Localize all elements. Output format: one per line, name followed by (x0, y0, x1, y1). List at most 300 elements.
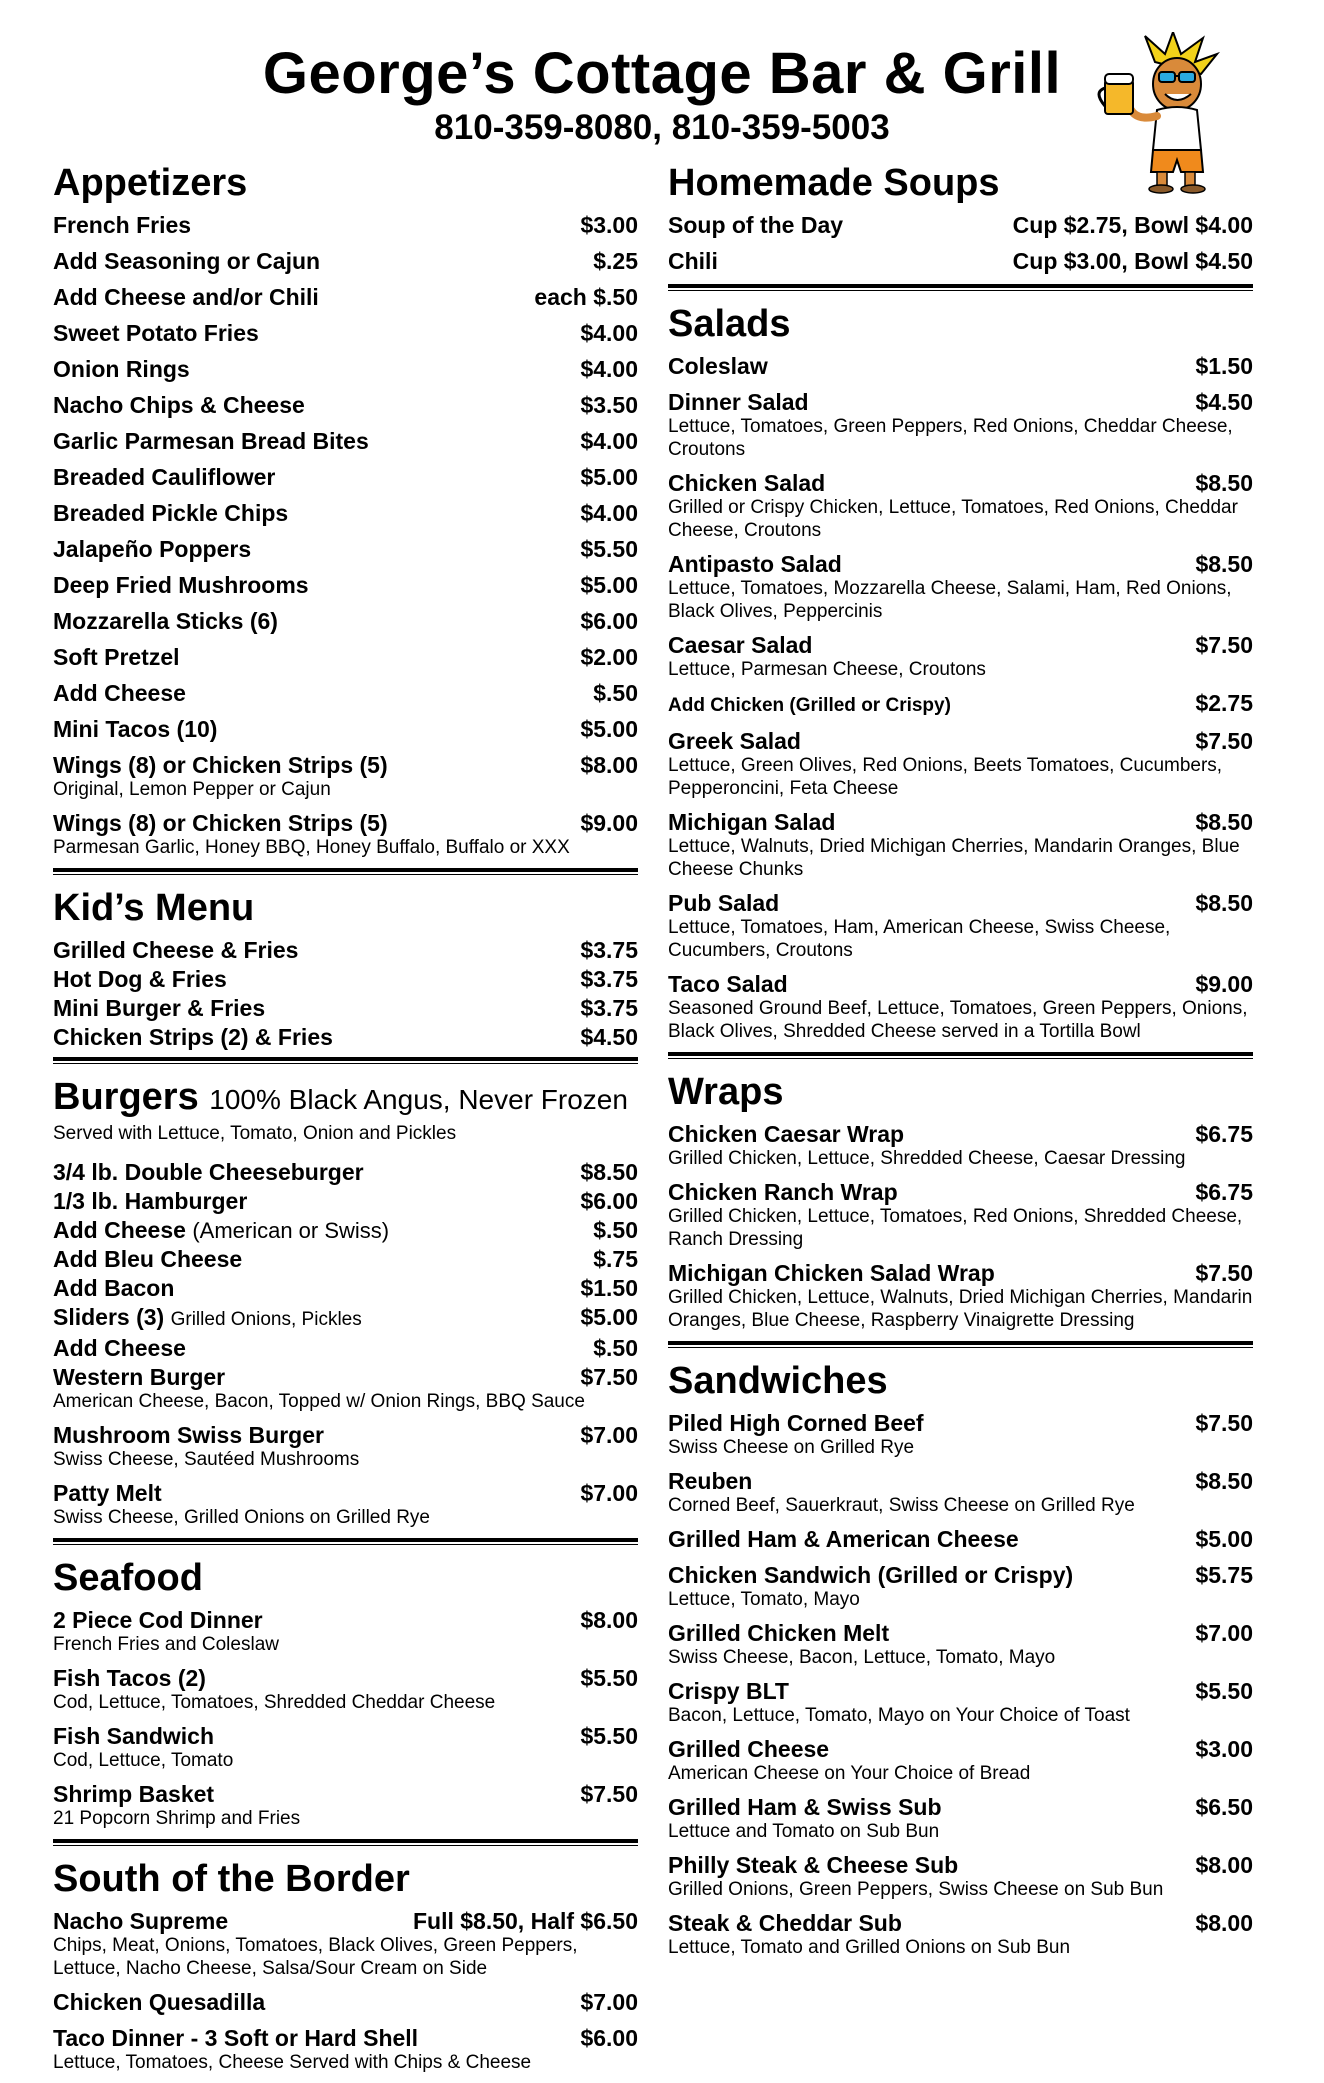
kids-section (53, 885, 638, 1051)
menu-item-row (668, 1736, 1253, 1763)
menu-item-description: Grilled Chicken, Lettuce, Walnuts, Dried Michigan Cherries, Mandarin Oranges, Blue Cheese, Raspberry Vinaigrette Dressing (668, 1287, 1253, 1331)
menu-item-row (53, 1159, 638, 1186)
menu-item (668, 809, 1253, 881)
menu-item (668, 1260, 1253, 1332)
menu-item-price: $6.75 (1195, 1179, 1253, 1205)
menu-item-price: $6.00 (580, 1188, 638, 1214)
menu-item-name (668, 1121, 904, 1148)
menu-item-name-text: Add Cheese (53, 1335, 186, 1361)
menu-item-row (53, 248, 638, 275)
menu-item-name (668, 632, 812, 659)
menu-item-name-text: Crispy BLT (668, 1678, 789, 1704)
menu-item-name (668, 1852, 958, 1879)
menu-item-row (53, 1781, 638, 1808)
menu-item-name (668, 971, 788, 998)
menu-item-list (668, 212, 1253, 275)
burgers-note: Served with Lettuce, Tomato, Onion and Pickles (53, 1123, 457, 1144)
menu-item-name (53, 608, 278, 635)
menu-item-name (53, 536, 251, 563)
menu-item-name (53, 1480, 162, 1507)
burgers-tagline: 100% Black Angus, Never Frozen (209, 1084, 628, 1115)
menu-item-name-text: Add Chicken (Grilled or Crispy) (668, 695, 951, 716)
right-column (668, 160, 1253, 1968)
menu-item-row (53, 212, 638, 239)
menu-item (53, 1781, 638, 1830)
menu-item-price: $3.75 (580, 995, 638, 1021)
menu-item-row (53, 1188, 638, 1215)
menu-item-row (668, 632, 1253, 659)
menu-item-price: $5.00 (580, 716, 638, 742)
menu-item-row (668, 1179, 1253, 1206)
menu-item-price: $6.75 (1195, 1121, 1253, 1147)
menu-item-row (53, 1989, 638, 2016)
menu-item (668, 389, 1253, 461)
menu-item-description: Swiss Cheese, Bacon, Lettuce, Tomato, Mayo (668, 1647, 1056, 1668)
section-title-kids: Kid’s Menu (53, 887, 255, 929)
menu-item (53, 2025, 638, 2074)
menu-item-price: $3.50 (580, 392, 638, 418)
menu-item-name-text: Add Seasoning or Cajun (53, 248, 321, 274)
menu-item-name-text: Hot Dog & Fries (53, 966, 227, 992)
menu-item (53, 536, 638, 563)
menu-item-name-text: Breaded Pickle Chips (53, 500, 289, 526)
menu-item (53, 1024, 638, 1051)
menu-item (668, 551, 1253, 623)
restaurant-title: George’s Cottage Bar & Grill (262, 41, 1062, 106)
menu-item-name-text: Coleslaw (668, 353, 768, 379)
menu-item-description: Corned Beef, Sauerkraut, Swiss Cheese on Grilled Rye (668, 1495, 1135, 1516)
menu-item-price: $9.00 (1195, 971, 1253, 997)
menu-item-name-text: Reuben (668, 1468, 753, 1494)
menu-item (668, 1620, 1253, 1669)
menu-item-row (668, 1794, 1253, 1821)
menu-item-price: $5.75 (1195, 1562, 1253, 1588)
menu-item-name (668, 1562, 1073, 1589)
menu-item (668, 1794, 1253, 1843)
menu-item-price: $8.50 (1195, 1468, 1253, 1494)
menu-item-row (668, 1121, 1253, 1148)
menu-item-name-text: Sweet Potato Fries (53, 320, 259, 346)
section-title-south: South of the Border (53, 1858, 410, 1900)
menu-item-extra: (American or Swiss) (192, 1218, 390, 1243)
menu-item-name-text: Patty Melt (53, 1480, 162, 1506)
menu-item-description: Grilled or Crispy Chicken, Lettuce, Tomatoes, Red Onions, Cheddar Cheese, Croutons (668, 497, 1238, 541)
menu-item-name-text: Chicken Caesar Wrap (668, 1121, 905, 1147)
menu-item-row (53, 1480, 638, 1507)
menu-item-list (668, 1121, 1253, 1332)
appetizers-section (53, 160, 638, 859)
menu-item-name (668, 212, 843, 239)
menu-item-row (53, 644, 638, 671)
menu-item-price: $7.50 (1195, 1260, 1253, 1286)
menu-item-price: $6.00 (580, 2025, 638, 2051)
menu-item-name-text: Deep Fried Mushrooms (53, 572, 309, 598)
menu-item-name (53, 500, 288, 527)
menu-item-price: $5.50 (580, 536, 638, 562)
menu-item-row (53, 1024, 638, 1051)
menu-item-name (53, 572, 309, 599)
menu-item-price: $4.00 (580, 356, 638, 382)
section-title-sandwiches: Sandwiches (668, 1360, 888, 1402)
menu-item-description: French Fries and Coleslaw (53, 1634, 279, 1655)
menu-item (668, 1852, 1253, 1901)
menu-item (668, 1678, 1253, 1727)
menu-item-name (668, 728, 801, 755)
menu-item-name-text: Grilled Chicken Melt (668, 1620, 890, 1646)
menu-item (53, 1723, 638, 1772)
menu-item-row (668, 551, 1253, 578)
menu-item (53, 752, 638, 801)
menu-item-description: American Cheese on Your Choice of Bread (668, 1763, 1031, 1784)
menu-item-row (668, 1468, 1253, 1495)
menu-item-name-text: Michigan Chicken Salad Wrap (668, 1260, 995, 1286)
menu-item-name (53, 284, 319, 311)
menu-item-name (668, 353, 768, 380)
menu-item-name (668, 1794, 942, 1821)
menu-item-description: Bacon, Lettuce, Tomato, Mayo on Your Choice of Toast (668, 1705, 1130, 1726)
menu-item (53, 1422, 638, 1471)
menu-item-name-text: Jalapeño Poppers (53, 536, 252, 562)
menu-item-price: $5.50 (1195, 1678, 1253, 1704)
menu-item-name (668, 470, 825, 497)
menu-item-row (53, 1275, 638, 1302)
menu-item-price: $1.50 (1195, 353, 1253, 379)
menu-item-price: $7.50 (1195, 632, 1253, 658)
menu-item-price: $4.50 (1195, 389, 1253, 415)
menu-item-description: Grilled Onions, Green Peppers, Swiss Cheese on Sub Bun (668, 1879, 1164, 1900)
menu-item-name (53, 1989, 265, 2016)
menu-item (53, 572, 638, 599)
menu-item-row (53, 995, 638, 1022)
menu-item-name (53, 644, 180, 671)
menu-item-name-text: Greek Salad (668, 728, 801, 754)
menu-item-row (53, 1246, 638, 1273)
menu-item (53, 1989, 638, 2016)
menu-item-price: $5.00 (580, 1304, 638, 1330)
menu-item-price: $7.00 (580, 1422, 638, 1448)
section-divider (53, 1839, 638, 1846)
menu-item-name (668, 1468, 752, 1495)
menu-item-row (668, 1852, 1253, 1879)
soups-section (668, 160, 1253, 275)
menu-item-list (53, 212, 638, 859)
menu-item-name (53, 716, 217, 743)
menu-item-description: Lettuce, Tomatoes, Ham, American Cheese, Swiss Cheese, Cucumbers, Croutons (668, 917, 1171, 961)
menu-item (53, 1217, 638, 1244)
menu-item-list (53, 1607, 638, 1830)
menu-item-name-text: Steak & Cheddar Sub (668, 1910, 902, 1936)
menu-item-price: $5.50 (580, 1723, 638, 1749)
menu-item-row (53, 1335, 638, 1362)
menu-item-list (668, 1410, 1253, 1959)
menu-item-name (53, 248, 320, 275)
menu-item-price: $.50 (593, 1217, 638, 1243)
menu-item-price: $8.50 (1195, 809, 1253, 835)
menu-item-row (53, 608, 638, 635)
menu-item-name-text: Dinner Salad (668, 389, 809, 415)
menu-item-price: $2.00 (580, 644, 638, 670)
menu-item-description: Lettuce and Tomato on Sub Bun (668, 1821, 940, 1842)
menu-item-price: $7.50 (1195, 1410, 1253, 1436)
menu-item-row (668, 1260, 1253, 1287)
menu-item-row (53, 1908, 638, 1935)
menu-item-price: $7.50 (1195, 728, 1253, 754)
menu-item-name-text: Wings (8) or Chicken Strips (5) (53, 752, 388, 778)
menu-item-description: Swiss Cheese on Grilled Rye (668, 1437, 915, 1458)
menu-item-price: $.75 (593, 1246, 638, 1272)
menu-item-description: Grilled Chicken, Lettuce, Tomatoes, Red Onions, Shredded Cheese, Ranch Dressing (668, 1206, 1243, 1250)
menu-item-price: $6.50 (1195, 1794, 1253, 1820)
menu-item-description: Swiss Cheese, Sautéed Mushrooms (53, 1449, 360, 1470)
menu-item (53, 464, 638, 491)
menu-item-row (53, 392, 638, 419)
menu-item-description: Lettuce, Tomatoes, Mozzarella Cheese, Salami, Ham, Red Onions, Black Olives, Peppercinis (668, 578, 1232, 622)
menu-item-row (53, 464, 638, 491)
section-divider (668, 284, 1253, 291)
menu-item-price: $5.50 (580, 1665, 638, 1691)
menu-item-name-text: Mushroom Swiss Burger (53, 1422, 324, 1448)
menu-item-name-text: 3/4 lb. Double Cheeseburger (53, 1159, 364, 1185)
menu-item-row (668, 809, 1253, 836)
section-title-soups: Homemade Soups (668, 162, 1000, 204)
menu-item-description: Cod, Lettuce, Tomato (53, 1750, 234, 1771)
menu-item-name (668, 1910, 902, 1937)
menu-item-name (53, 1364, 225, 1391)
menu-item (668, 1910, 1253, 1959)
menu-item-price: $7.00 (580, 1480, 638, 1506)
menu-item-name (53, 1723, 214, 1750)
menu-item-row (668, 470, 1253, 497)
menu-item-price: $3.00 (1195, 1736, 1253, 1762)
menu-item-name-text: Nacho Chips & Cheese (53, 392, 305, 418)
menu-item (53, 608, 638, 635)
menu-item-name (53, 320, 259, 347)
menu-item-row (53, 810, 638, 837)
menu-item-name (53, 1275, 174, 1302)
menu-item (53, 995, 638, 1022)
menu-item-price: $8.50 (1195, 551, 1253, 577)
left-column (53, 160, 638, 2083)
menu-item-price: $8.00 (580, 752, 638, 778)
menu-item-price: each $.50 (534, 284, 638, 310)
menu-item-name-text: Chicken Ranch Wrap (668, 1179, 898, 1205)
menu-item-name (53, 966, 227, 993)
menu-item-row (668, 212, 1253, 239)
menu-item (668, 632, 1253, 681)
menu-item-price: Cup $2.75, Bowl $4.00 (1012, 212, 1253, 238)
section-divider (668, 1052, 1253, 1059)
menu-item-price: $.50 (593, 680, 638, 706)
menu-item-name-text: Grilled Cheese & Fries (53, 937, 299, 963)
menu-item-name-text: Western Burger (53, 1364, 226, 1390)
menu-item-list (668, 353, 1253, 1043)
menu-item-description: 21 Popcorn Shrimp and Fries (53, 1808, 301, 1829)
phone-numbers: 810-359-8080, 810-359-5003 (434, 108, 890, 147)
section-title-salads: Salads (668, 303, 791, 345)
menu-item (53, 1607, 638, 1656)
menu-item (53, 1364, 638, 1413)
menu-item (53, 810, 638, 859)
menu-item (53, 1480, 638, 1529)
menu-item (53, 1188, 638, 1215)
menu-item-description: Lettuce, Tomato, Mayo (668, 1589, 860, 1610)
menu-item-price: $8.00 (1195, 1852, 1253, 1878)
section-title-appetizers: Appetizers (53, 162, 248, 204)
menu-item-row (668, 890, 1253, 917)
menu-item-price: $7.50 (580, 1364, 638, 1390)
wraps-section (668, 1069, 1253, 1332)
menu-item-name-text: Add Cheese (53, 680, 186, 706)
menu-item-row (668, 1410, 1253, 1437)
menu-item-name (668, 1678, 789, 1705)
menu-item-row (53, 1422, 638, 1449)
menu-item-name-text: Nacho Supreme (53, 1908, 229, 1934)
menu-item-name (53, 212, 191, 239)
menu-item-name-text: Michigan Salad (668, 809, 836, 835)
menu-item-name (53, 810, 388, 837)
menu-item-row (53, 752, 638, 779)
section-title-seafood: Seafood (53, 1557, 203, 1599)
menu-item (53, 644, 638, 671)
menu-item-name (53, 392, 305, 419)
menu-item-name (668, 692, 951, 719)
menu-item-description: Lettuce, Green Olives, Red Onions, Beets Tomatoes, Cucumbers, Pepperoncini, Feta Cheese (668, 755, 1223, 799)
menu-item-name-text: Grilled Ham & American Cheese (668, 1526, 1019, 1552)
menu-item-name (53, 1908, 228, 1935)
seafood-section (53, 1555, 638, 1830)
menu-item-price: $.50 (593, 1335, 638, 1361)
menu-item-price: $4.00 (580, 320, 638, 346)
menu-item-name (53, 752, 388, 779)
menu-item-name (668, 890, 779, 917)
menu-item-name-text: Chili (668, 248, 718, 274)
menu-item (668, 1410, 1253, 1459)
menu-item-price: $5.00 (580, 572, 638, 598)
menu-item-name (53, 1304, 362, 1333)
menu-item-price: $9.00 (580, 810, 638, 836)
menu-item-name (53, 995, 265, 1022)
menu-item-row (53, 428, 638, 455)
menu-item-row (53, 716, 638, 743)
menu-item (53, 1159, 638, 1186)
menu-item (53, 1335, 638, 1362)
menu-item-name-text: Fish Tacos (2) (53, 1665, 206, 1691)
menu-item-name-text: 2 Piece Cod Dinner (53, 1607, 263, 1633)
salads-section (668, 301, 1253, 1043)
menu-item-name (53, 680, 186, 707)
menu-item-list (53, 1159, 638, 1529)
menu-item-name (668, 389, 809, 416)
menu-item-row (53, 572, 638, 599)
menu-item-description: Grilled Chicken, Lettuce, Shredded Cheese, Caesar Dressing (668, 1148, 1186, 1169)
menu-item (668, 470, 1253, 542)
menu-item-price: $8.00 (1195, 1910, 1253, 1936)
menu-item-extra: Grilled Onions, Pickles (170, 1309, 362, 1330)
menu-item (53, 1304, 638, 1333)
sandwiches-section (668, 1358, 1253, 1959)
menu-item-row (668, 1910, 1253, 1937)
menu-item-price: $4.00 (580, 500, 638, 526)
menu-item-name-text: Chicken Strips (2) & Fries (53, 1024, 333, 1050)
menu-item (53, 284, 638, 311)
menu-item-price: $5.00 (580, 464, 638, 490)
menu-item-name-text: Add Cheese and/or Chili (53, 284, 319, 310)
menu-item-name (53, 1024, 333, 1051)
menu-item-name (53, 1781, 214, 1808)
menu-item (53, 966, 638, 993)
menu-item-name (668, 248, 718, 275)
menu-item-row (53, 1607, 638, 1634)
menu-item-name (53, 1607, 263, 1634)
menu-item (53, 680, 638, 707)
menu-item-description: Parmesan Garlic, Honey BBQ, Honey Buffalo, Buffalo or XXX (53, 837, 570, 858)
menu-item-name-text: Add Bleu Cheese (53, 1246, 243, 1272)
menu-item-name-text: Taco Salad (668, 971, 788, 997)
menu-item-price: $4.00 (580, 428, 638, 454)
menu-item-row (668, 1526, 1253, 1553)
menu-item-name-text: Wings (8) or Chicken Strips (5) (53, 810, 388, 836)
menu-item-row (53, 500, 638, 527)
menu-item (53, 392, 638, 419)
menu-item-row (668, 353, 1253, 380)
menu-item-price: $7.50 (580, 1781, 638, 1807)
menu-item-price: $7.00 (1195, 1620, 1253, 1646)
menu-item-name-text: Shrimp Basket (53, 1781, 215, 1807)
menu-item-name-text: Add Bacon (53, 1275, 175, 1301)
menu-item (53, 248, 638, 275)
menu-item (668, 212, 1253, 239)
menu-item-price: $8.50 (580, 1159, 638, 1185)
menu-item-price: $6.00 (580, 608, 638, 634)
menu-item (668, 248, 1253, 275)
menu-item (668, 1526, 1253, 1553)
menu-item (668, 890, 1253, 962)
menu-item-price: $8.00 (580, 1607, 638, 1633)
menu-item-name-text: Antipasto Salad (668, 551, 842, 577)
menu-item-name (668, 1526, 1019, 1553)
menu-item-row (668, 248, 1253, 275)
burgers-section (53, 1074, 638, 1529)
menu-item-name (53, 937, 298, 964)
menu-item (668, 1736, 1253, 1785)
menu-item-description: Lettuce, Tomatoes, Cheese Served with Chips & Cheese (53, 2052, 532, 2073)
menu-item-name (53, 1335, 186, 1362)
menu-item-row (53, 1217, 638, 1244)
menu-item-row (668, 389, 1253, 416)
menu-item-row (53, 284, 638, 311)
menu-item-name (53, 1422, 324, 1449)
menu-item-name (668, 809, 835, 836)
menu-item (668, 971, 1253, 1043)
menu-item-name (53, 1188, 247, 1215)
menu-item-description: Lettuce, Walnuts, Dried Michigan Cherries, Mandarin Oranges, Blue Cheese Chunks (668, 836, 1240, 880)
menu-item-name-text: Chicken Salad (668, 470, 826, 496)
menu-item-name-text: Mini Tacos (10) (53, 716, 218, 742)
menu-item-name (668, 1179, 898, 1206)
section-title-wraps: Wraps (668, 1071, 784, 1113)
menu-item-name-text: Sliders (3) (53, 1304, 165, 1330)
menu-item-name-text: Caesar Salad (668, 632, 813, 658)
menu-item-name-text: Grilled Ham & Swiss Sub (668, 1794, 942, 1820)
menu-item-price: Cup $3.00, Bowl $4.50 (1012, 248, 1253, 274)
menu-item-name-text: Taco Dinner - 3 Soft or Hard Shell (53, 2025, 419, 2051)
menu-item-name-text: Grilled Cheese (668, 1736, 830, 1762)
menu-item-price: $8.50 (1195, 470, 1253, 496)
menu-item-row (53, 937, 638, 964)
menu-item-row (53, 1665, 638, 1692)
menu-item-name (668, 551, 842, 578)
menu-item (53, 1275, 638, 1302)
